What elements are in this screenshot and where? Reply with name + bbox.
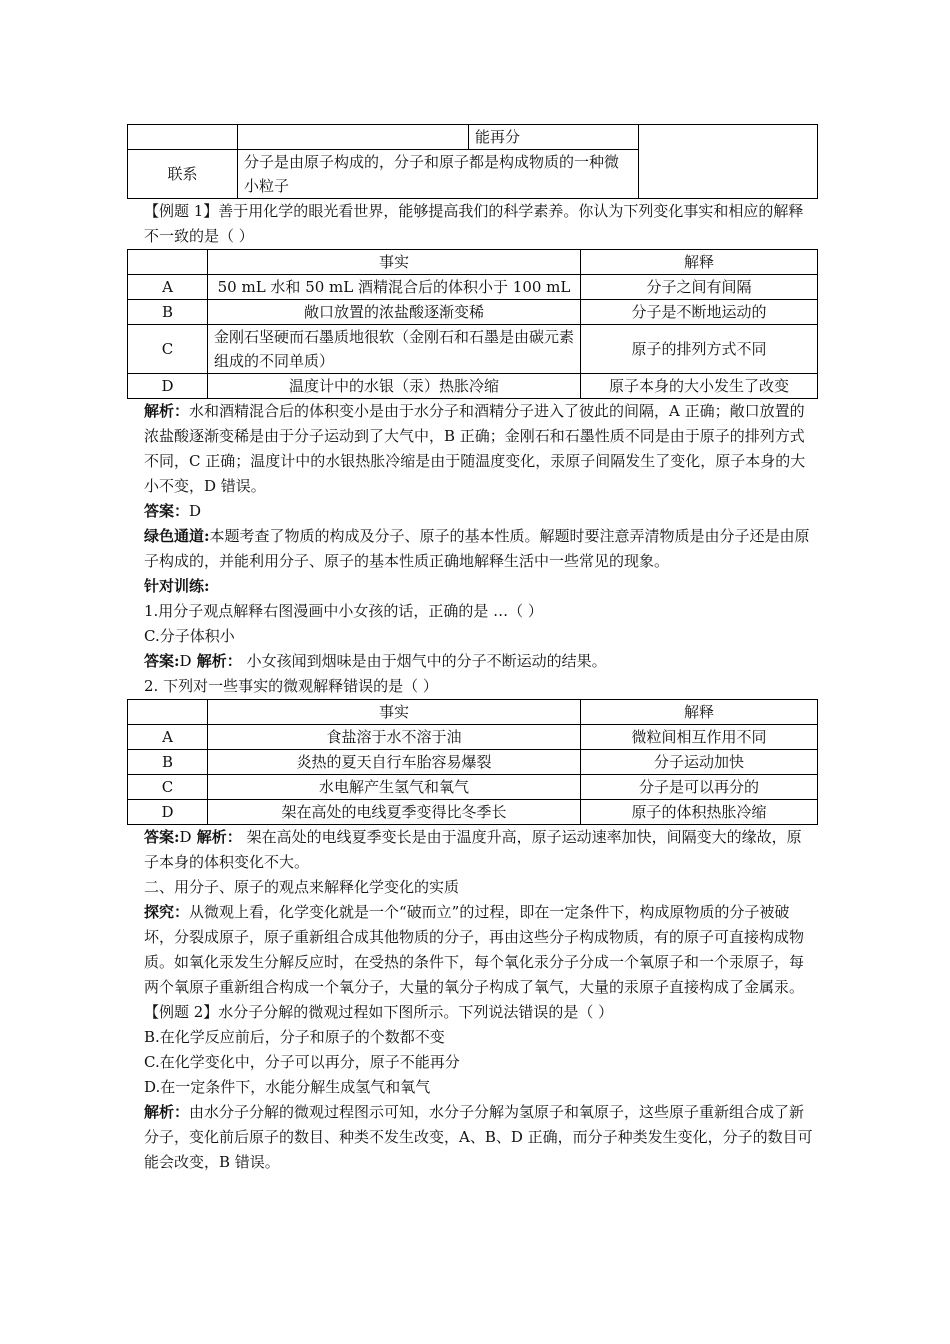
table-row [128, 725, 818, 750]
answer-label: 答案: [144, 652, 180, 670]
analysis-label: 解析： [191, 828, 242, 846]
analysis-text: 架在高处的电线夏季变长是由于温度升高，原子运动速率加快，间隔变大的缘故，原子本身的体积变化不大。 [144, 828, 802, 871]
table-row [128, 775, 818, 800]
table-header [128, 700, 208, 725]
table-cell: C [128, 325, 208, 374]
table-row [128, 125, 818, 150]
table-cell: 分子是可以再分的 [581, 775, 818, 800]
analysis-label: 解析： [144, 402, 190, 420]
example2-analysis [144, 1100, 816, 1175]
table-row [128, 275, 818, 300]
table-header-row [128, 250, 818, 275]
table-header: 解释 [581, 250, 818, 275]
q1-text: 1.用分子观点解释右图漫画中小女孩的话，正确的是 …（ ） [144, 602, 543, 620]
explore-text: 从微观上看，化学变化就是一个“破而立”的过程，即在一定条件下，构成原物质的分子被破坏，分裂成原子，原子重新组合成其他物质的分子，再由这些分子构成物质，有的原子可直接构成物质。如氧化汞发生分解反应时，在受热的条件下，每个氧化汞分子分成一个氧原子和一个汞原子，每两个氧原子重新组合构成一个氧分子，大量的氧分子构成了氧气，大量的汞原子直接构成了金属汞。 [144, 903, 805, 996]
table-cell: 能再分 [469, 125, 639, 150]
answer-value: D [189, 502, 202, 520]
table-header-row [128, 700, 818, 725]
table-cell: 分子之间有间隔 [581, 275, 818, 300]
table-cell: A [128, 275, 208, 300]
table-cell: 原子的排列方式不同 [581, 325, 818, 374]
comparison-table-continued [127, 124, 816, 199]
explore-label: 探究： [144, 903, 190, 921]
analysis-label: 解析： [191, 652, 242, 670]
answer-value: D [179, 828, 192, 846]
analysis-text: 由水分子分解的微观过程图示可知，水分子分解为氢原子和氧原子，这些原子重新组合成了新分子，变化前后原子的数目、种类不发生改变，A、B、D 正确，而分子种类发生变化，分子的数目可能会改变，B 错误。 [144, 1103, 813, 1171]
table-cell [639, 125, 818, 199]
table-cell: D [128, 800, 208, 825]
table-row [128, 374, 818, 399]
analysis-label: 解析： [144, 1103, 190, 1121]
table-cell: 微粒间相互作用不同 [581, 725, 818, 750]
table-header: 解释 [581, 700, 818, 725]
example1-green-channel [144, 524, 816, 574]
document-page [144, 124, 816, 1175]
q2-answer [144, 825, 816, 875]
table-header: 事实 [208, 250, 581, 275]
table-cell: B [128, 750, 208, 775]
q1-option: C.分子体积小 [144, 627, 235, 645]
section2-explore [144, 900, 816, 1000]
example1-answer [144, 499, 816, 524]
table-cell: A [128, 725, 208, 750]
green-label: 绿色通道: [144, 527, 210, 545]
table-cell: 架在高处的电线夏季变得比冬季长 [208, 800, 581, 825]
answer-label: 答案： [144, 502, 190, 520]
analysis-text: 小女孩闻到烟味是由于烟气中的分子不断运动的结果。 [241, 652, 607, 670]
table-cell: 炎热的夏天自行车胎容易爆裂 [208, 750, 581, 775]
analysis-text: 水和酒精混合后的体积变小是由于水分子和酒精分子进入了彼此的间隔，A 正确；敞口放置的浓盐酸逐渐变稀是由于分子运动到了大气中，B 正确；金刚石和石墨性质不同是由于原子的排列方式不同，C 正确；温度计中的水银热胀冷缩是由于随温度变化，汞原子间隔发生了变化，原子本身的大小不变，D 错误。 [144, 402, 806, 495]
q2-text: 2. 下列对一些事实的微观解释错误的是（ ） [144, 677, 438, 695]
training-label: 针对训练: [144, 577, 210, 595]
table-cell: 分子是不断地运动的 [581, 300, 818, 325]
table-cell: B [128, 300, 208, 325]
example2-option: D.在一定条件下，水能分解生成氢气和氧气 [144, 1078, 431, 1096]
table-cell [128, 125, 238, 150]
table-row [128, 300, 818, 325]
answer-value: D [179, 652, 192, 670]
table-cell: 食盐溶于水不溶于油 [208, 725, 581, 750]
table-cell: 原子的体积热胀冷缩 [581, 800, 818, 825]
table-row [128, 325, 818, 374]
answer-label: 答案: [144, 828, 180, 846]
table-header: 事实 [208, 700, 581, 725]
table-cell: D [128, 374, 208, 399]
table-cell: 敞口放置的浓盐酸逐渐变稀 [208, 300, 581, 325]
table-row [128, 750, 818, 775]
q2-table [127, 699, 816, 825]
section2-title: 二、用分子、原子的观点来解释化学变化的实质 [144, 878, 460, 896]
example1-heading: 【例题 1】善于用化学的眼光看世界，能够提高我们的科学素养。你认为下列变化事实和相应的解释不一致的是（ ） [144, 202, 804, 245]
table-header [128, 250, 208, 275]
example2-heading: 【例题 2】水分子分解的微观过程如下图所示。下列说法错误的是（ ） [144, 1003, 614, 1021]
table-cell: 50 mL 水和 50 mL 酒精混合后的体积小于 100 mL [208, 275, 581, 300]
table-cell [238, 125, 469, 150]
table-cell: 分子是由原子构成的，分子和原子都是构成物质的一种微小粒子 [238, 150, 639, 199]
example2-option: C.在化学变化中，分子可以再分，原子不能再分 [144, 1053, 460, 1071]
table-cell: 联系 [128, 150, 238, 199]
table-cell: 水电解产生氢气和氧气 [208, 775, 581, 800]
table-row [128, 800, 818, 825]
q1-answer [144, 649, 816, 674]
table-cell: C [128, 775, 208, 800]
example1-analysis [144, 399, 816, 499]
example2-option: B.在化学反应前后，分子和原子的个数都不变 [144, 1028, 445, 1046]
green-text: 本题考查了物质的构成及分子、原子的基本性质。解题时要注意弄清物质是由分子还是由原子构成的，并能利用分子、原子的基本性质正确地解释生活中一些常见的现象。 [144, 527, 810, 570]
table-cell: 金刚石坚硬而石墨质地很软（金刚石和石墨是由碳元素组成的不同单质） [208, 325, 581, 374]
table-cell: 原子本身的大小发生了改变 [581, 374, 818, 399]
example1-table [127, 249, 816, 399]
table-cell: 温度计中的水银（汞）热胀冷缩 [208, 374, 581, 399]
table-cell: 分子运动加快 [581, 750, 818, 775]
